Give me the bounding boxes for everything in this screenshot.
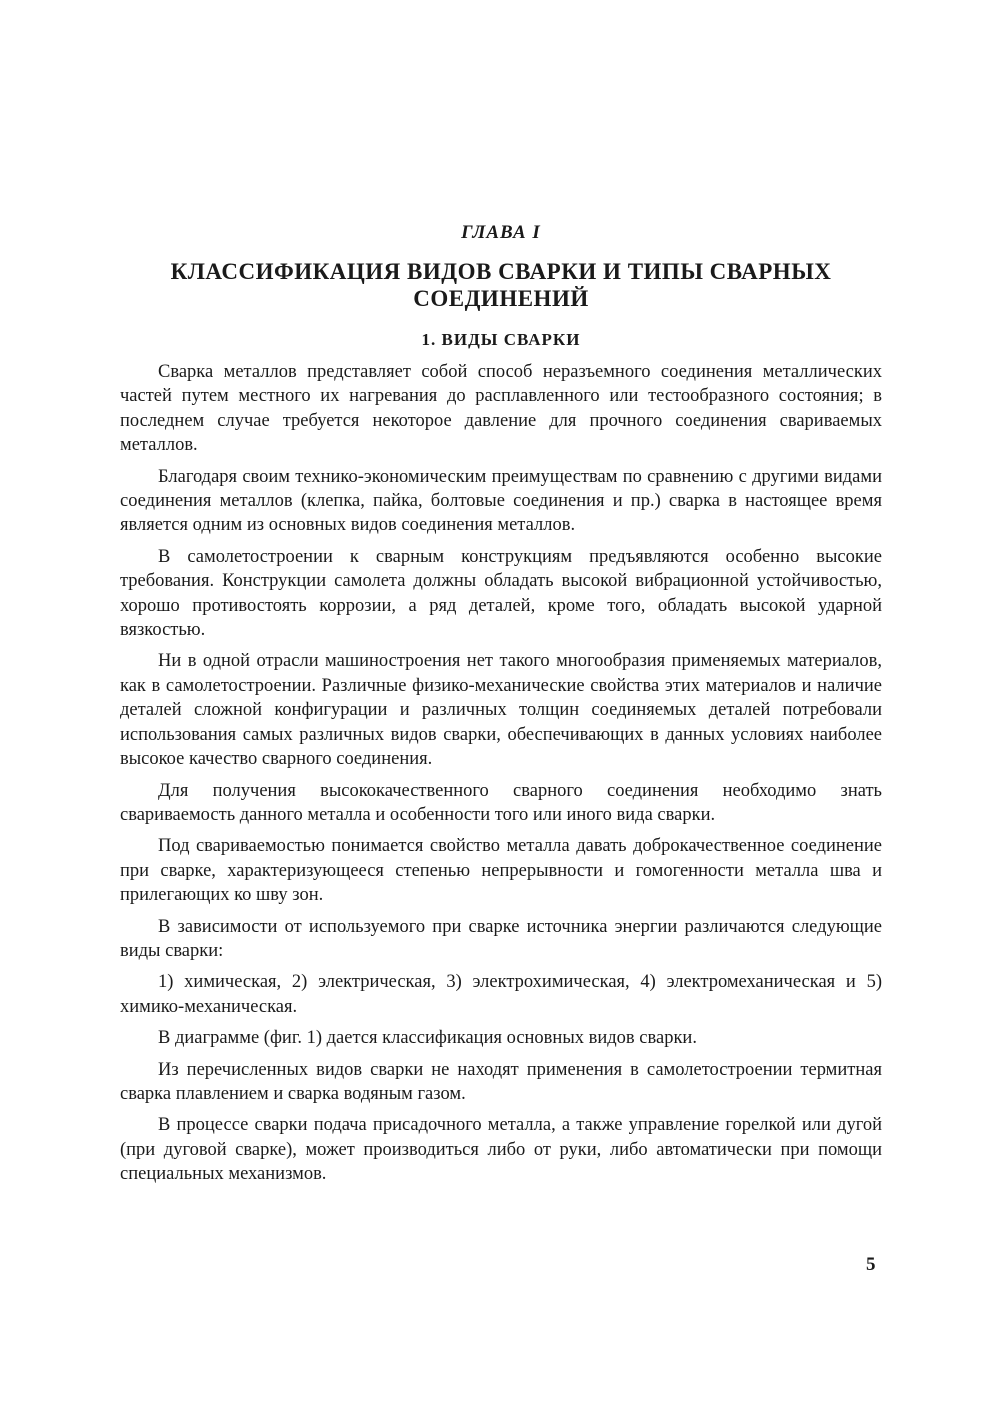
page-number: 5 (866, 1254, 876, 1275)
paragraph: Для получения высококачественного сварного соединения необходимо знать свариваемость данного металла и особенности того или иного вида сварки. (120, 780, 882, 825)
paragraph: В зависимости от используемого при сварке источника энергии различаются следующие виды сварки: (120, 916, 882, 961)
paragraph: В диаграмме (фиг. 1) дается классификация основных видов сварки. (158, 1028, 697, 1049)
chapter-title: КЛАССИФИКАЦИЯ ВИДОВ СВАРКИ И ТИПЫ СВАРНЫХ СОЕДИНЕНИЙ (170, 259, 832, 311)
chapter-label: ГЛАВА I (461, 222, 541, 243)
welding-types-list: 1) химическая, 2) электрическая, 3) электрохимическая, 4) электромеханическая и 5) химико-механическая. (120, 972, 882, 1017)
paragraph: Ни в одной отрасли машиностроения нет такого многообразия применяемых материалов, как в самолетостроении. Различные физико-механические свойства этих материалов и наличие деталей сложной конфигурации и различных толщин соединяемых деталей потребовали использования самых различных видов сварки, обеспечивающих в данных условиях наиболее высокое качество сварного соединения. (120, 651, 882, 770)
paragraph: Сварка металлов представляет собой способ неразъемного соединения металлических частей путем местного их нагревания до расплавленного или тестообразного состояния; в последнем случае требуется некоторое давление для прочного соединения свариваемых металлов. (120, 362, 882, 456)
section-title: 1. ВИДЫ СВАРКИ (421, 330, 581, 349)
page-content (120, 222, 882, 1194)
paragraph: В самолетостроении к сварным конструкциям предъявляются особенно высокие требования. Конструкции самолета должны обладать высокой вибрационной устойчивостью, хорошо противостоять коррозии, а ряд деталей, кроме того, обладать высокой ударной вязкостью. (120, 546, 882, 641)
paragraph: Из перечисленных видов сварки не находят применения в самолетостроении термитная сварка плавлением и сварка водяным газом. (120, 1059, 882, 1104)
paragraph: Под свариваемостью понимается свойство металла давать доброкачественное соединение при сварке, характеризующееся степенью непрерывности и гомогенности металла шва и прилегающих ко шву зон. (120, 836, 882, 906)
paragraph: Благодаря своим технико-экономическим преимуществам по сравнению с другими видами соединения металлов (клепка, пайка, болтовые соединения и пр.) сварка в настоящее время является одним из основных видов соединения металлов. (120, 466, 882, 536)
paragraph: В процессе сварки подача присадочного металла, а также управление горелкой или дугой (при дуговой сварке), может производиться либо от руки, либо автоматически при помощи специальных механизмов. (120, 1115, 882, 1185)
